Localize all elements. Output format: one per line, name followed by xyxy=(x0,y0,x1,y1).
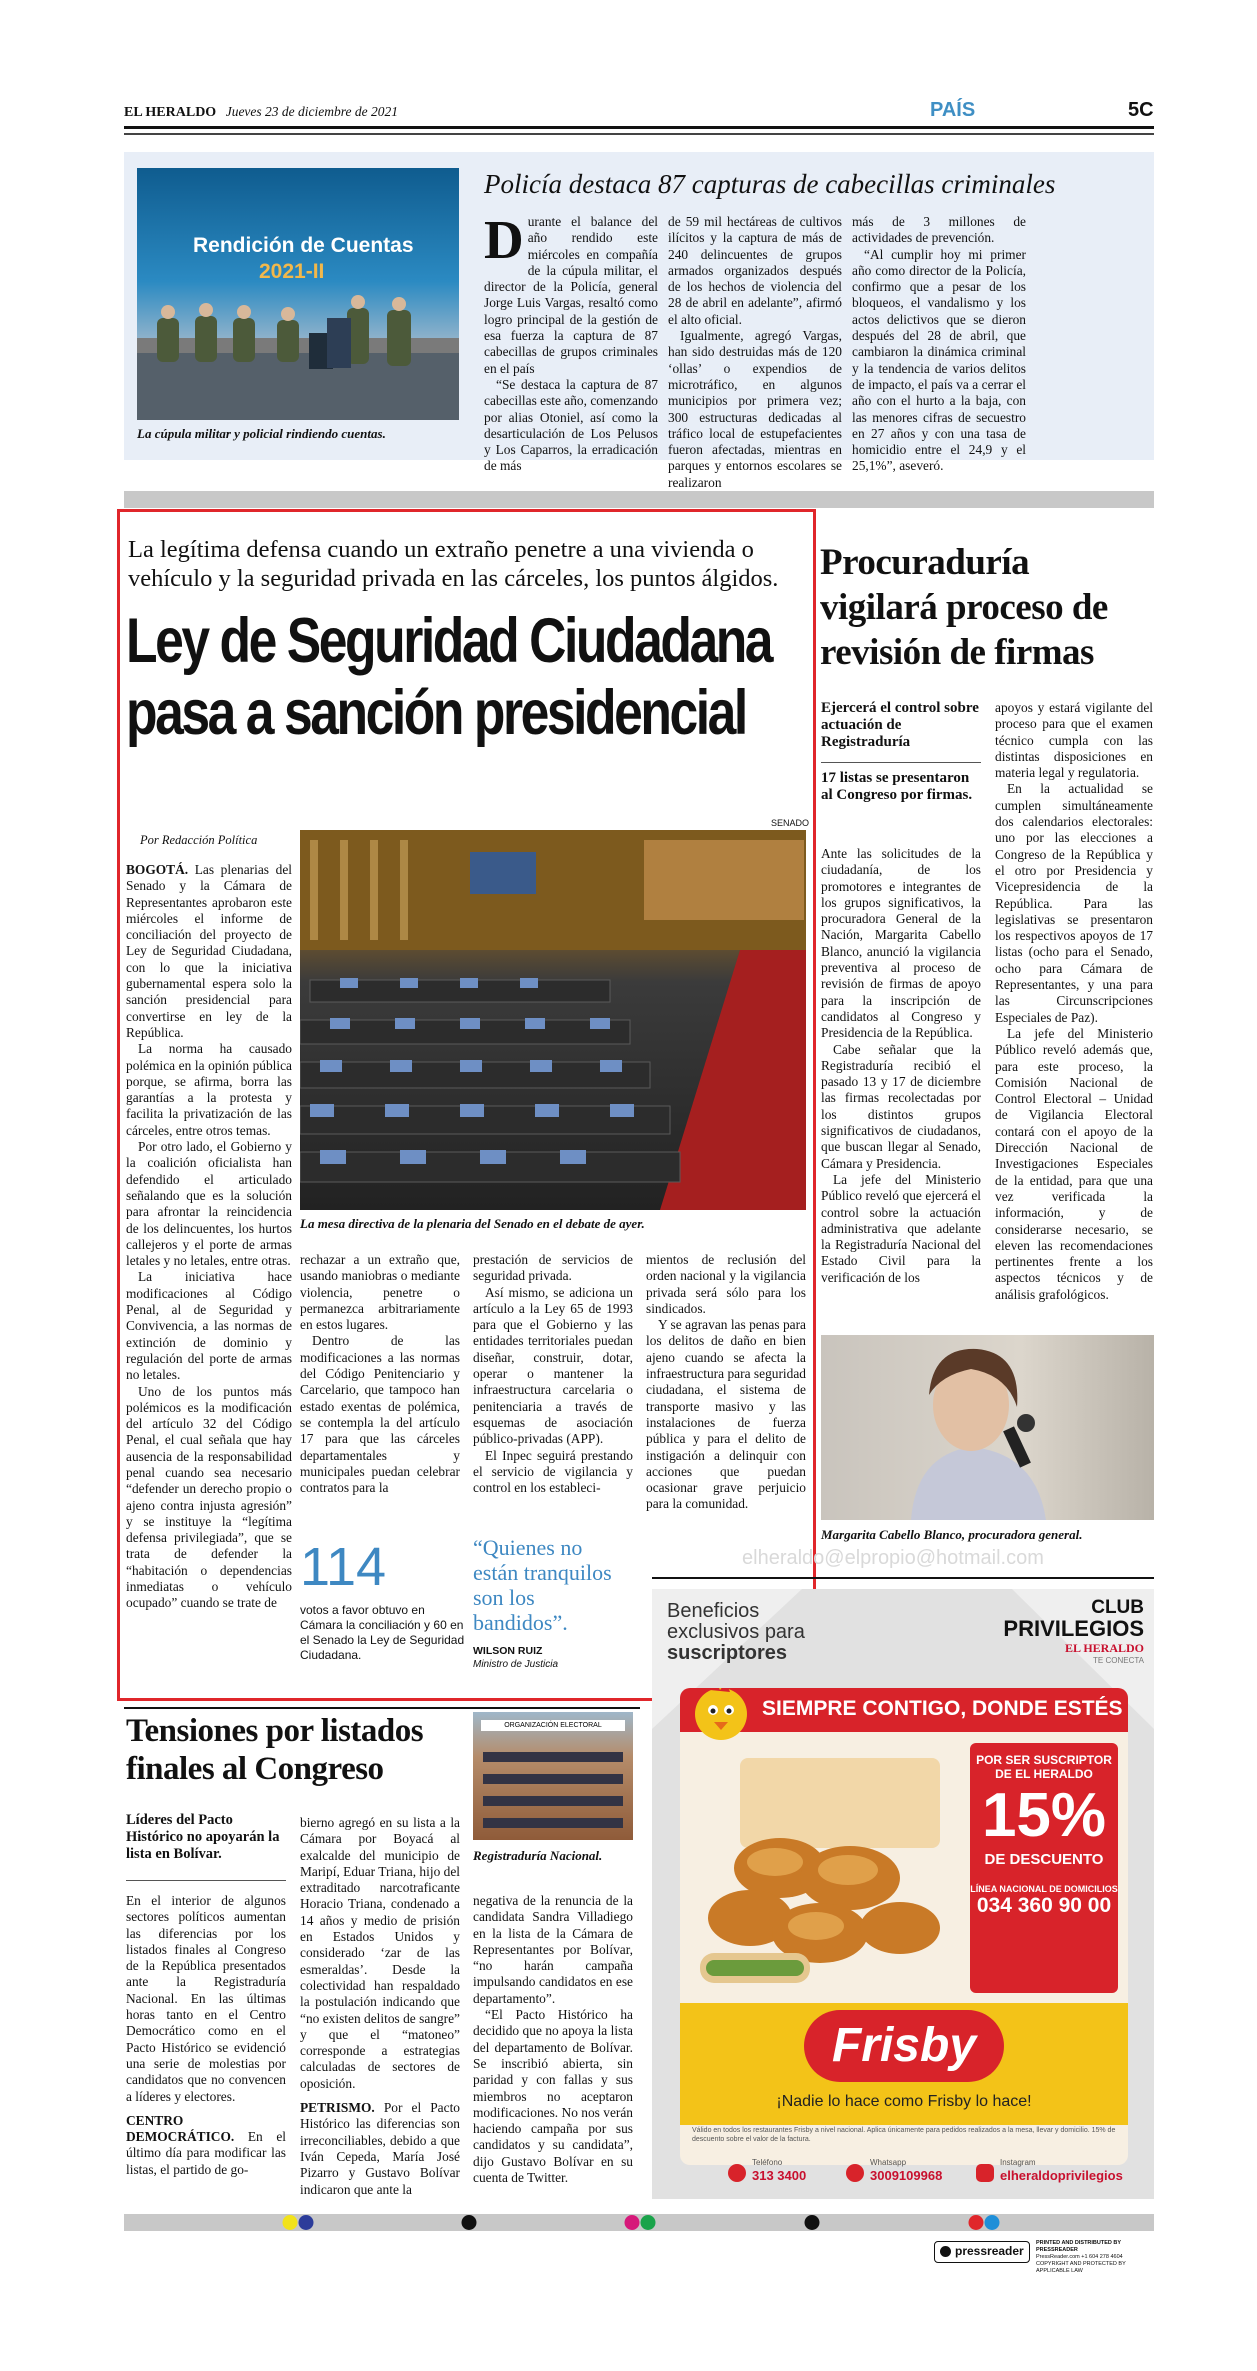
main-col2-p2: Dentro de las modificaciones a las normas del Código Penitenciario y Carcelario, que tampoco han estado exentas de polémica, se contempla la del artículo 17 para que las cárceles departamentales y municipales puedan celebrar contratos para la xyxy=(300,1333,460,1496)
quote-role: Ministro de Justicia xyxy=(473,1659,559,1670)
instagram-label: Instagram xyxy=(1000,2158,1036,2167)
issue-date: Jueves 23 de diciembre de 2021 xyxy=(225,104,399,119)
bottom-col3 xyxy=(473,1893,633,2186)
top-story-col1 xyxy=(484,209,658,475)
main-col3 xyxy=(473,1252,633,1496)
petrismo-lead: PETRISMO. xyxy=(300,2100,375,2116)
bottom-col3-p2: “El Pacto Histórico ha decidido que no apoya la lista del departamento de Bolívar. Se inscribió abierta, sin paridad y con fallas y sus miembros no aceptaron modificaciones. No nos verán haciendo campaña por sus candidatos y su candidata”, dijo Gustavo Bolívar en su cuenta de Twitter. xyxy=(473,2007,633,2186)
pressreader-line3: COPYRIGHT AND PROTECTED BY APPLICABLE LAW xyxy=(1036,2261,1126,2274)
frisby-logo: Frisby xyxy=(804,2010,1004,2082)
side-sub2: 17 listas se presentaron al Congreso por firmas. xyxy=(821,770,973,803)
senate-chamber xyxy=(300,830,806,1210)
ad-fineprint: Válido en todos los restaurantes Frisby a nivel nacional. Aplica únicamente para pedidos realizados a la mesa, llevar y domicilio. 15% de descuento sobre el valor de la factura. xyxy=(692,2127,1116,2143)
promo-line2: DE EL HERALDO xyxy=(995,1767,1093,1781)
drop-cap: D xyxy=(484,209,524,270)
ad-contacts xyxy=(728,2158,1148,2190)
frisby-mascot-icon xyxy=(686,1688,756,1742)
section-name: PAÍS xyxy=(930,99,976,121)
side-col2-p1: apoyos y estará vigilante del proceso para que el examen técnico cumpla con las distintas disposiciones en materia legal y regulatoria. xyxy=(995,700,1153,781)
top-story-col3 xyxy=(852,214,1026,475)
phone-label: LÍNEA NACIONAL DE DOMICILIOS xyxy=(970,1884,1118,1894)
ad-rule xyxy=(652,1577,1154,1579)
side-headline: Procuraduría vigilará proceso de revisión de firmas xyxy=(820,542,1108,673)
main-kicker: La legítima defensa cuando un extraño penetre a una vivienda o vehículo y la seguridad privada en las cárceles, los puntos álgidos. xyxy=(128,536,779,592)
ad-tagline-line2: exclusivos para xyxy=(667,1621,805,1643)
main-col2-p1: rechazar a un extraño que, usando maniobras o mediante violencia, penetre o permanezca arbitrariamente en estos lugares. xyxy=(300,1252,460,1333)
pressreader-logo xyxy=(934,2241,1030,2263)
bottom-col2 xyxy=(300,1815,460,2198)
bottom-col3-p1: negativa de la renuncia de la candidata Sandra Villadiego en la lista de la Cámara de Representantes por Bolívar, “no harán campaña impulsando candidatos en ese departamento”. xyxy=(473,1893,633,2006)
whatsapp-label: Whatsapp xyxy=(870,2158,907,2167)
rendicion-photo xyxy=(137,168,459,420)
side-sub-rule xyxy=(821,762,981,763)
promo-line1: POR SER SUSCRIPTOR xyxy=(976,1753,1112,1767)
banner-line2: 2021-II xyxy=(259,260,325,283)
side-col2-p2: En la actualidad se cumplen simultáneamente dos calendarios electorales: uno por las elecciones a Congreso de la República y el otro por Presidencia y Vicepresidencia de la República. Para las legislativas se presentaron los respectivos apoyos de 17 listas (ocho para el Senado, ocho para Cámara de Representantes, y una para las Circunscripciones Especiales de Paz). xyxy=(995,781,1153,1025)
votes-number: 114 xyxy=(300,1537,387,1597)
masthead xyxy=(124,104,398,121)
senate-photo xyxy=(300,830,806,1210)
top-photo-caption: La cúpula militar y policial rindiendo cuentas. xyxy=(137,426,386,441)
main-col1-p1: Las plenarias del Senado y la Cámara de Representantes aprobaron este miércoles el informe de conciliación del proyecto de Ley de Seguridad Ciudadana, con lo que la iniciativa gubernamental espera solo la sanción presidencial para convertirse en ley de la República. xyxy=(126,862,292,1040)
main-headline-line2: pasa a sanción presidencial xyxy=(126,678,746,748)
votes-text: votos a favor obtuvo en Cámara la conciliación y 60 en el Senado la Ley de Seguridad Ciudadana. xyxy=(300,1603,465,1662)
bottom-headline: Tensiones por listados finales al Congreso xyxy=(126,1713,424,1787)
top-story-col2 xyxy=(668,214,842,491)
club-word: CLUB xyxy=(1091,1597,1144,1618)
phone-contact-icon xyxy=(728,2164,746,2182)
bottom-sub: Líderes del Pacto Histórico no apoyarán la lista en Bolívar. xyxy=(126,1812,280,1862)
top-col3-p2: “Al cumplir hoy mi primer año como director de la Policía, confirmo que a pesar de los bloqueos, el vandalismo y los actos delictivos que se dieron después del 28 de abril, que cambiaron la dinámica criminal y la tendencia de varios delitos de impacto, el país va a cerrar el año con el hurto a la baja, con las menores cifras de secuestro en 27 años y con una tasa de homicidio entre el 24,9 y el 25,1%”, aseveró. xyxy=(852,246,1026,474)
privilegios-word: PRIVILEGIOS xyxy=(1003,1616,1144,1641)
masthead-name: EL HERALDO xyxy=(124,105,217,120)
procuradora-figure xyxy=(821,1335,1154,1520)
registraduria-building xyxy=(473,1712,633,1840)
section-separator xyxy=(124,491,1154,508)
side-col2 xyxy=(995,700,1153,1303)
main-col1-p3: Por otro lado, el Gobierno y la coalición oficialista han defendido el articulado señalando que es la solución para afrontar la reincidencia de los delincuentes, los hurtos callejeros y el porte de armas letales y no letales, entre otras. xyxy=(126,1139,292,1269)
header-rule xyxy=(124,126,1154,129)
main-col3-p3: El Inpec seguirá prestando el servicio de vigilancia y control en los estableci- xyxy=(473,1447,633,1496)
main-col3-p2: Así mismo, se adiciona un artículo a la Ley 65 de 1993 para que el Gobierno y las entidades territoriales puedan diseñar, construir, dotar, operar o mantener la infraestructura carcelaria o penitenciaria a través de esquemas de asociación público-privadas (APP). xyxy=(473,1284,633,1447)
el-heraldo-word: EL HERALDO xyxy=(1064,1641,1144,1655)
page-number: 5C xyxy=(1128,99,1154,121)
ad-tagline xyxy=(667,1601,805,1664)
bottom-col2-p1: bierno agregó en su lista a la Cámara por Boyacá al exalcalde del municipio de Maripí, Eduar Triana, hijo del extraditado narcotraficante Horacio Triana, condenado a 14 años y medio de prisión en Estados Unidos y considerado ‘zar de las esmeraldas’. Desde la colectividad han respaldado la postulación indicando que “no existen delitos de sangre” y que el “matoneo” corresponde a estrategias calculadas de sectores de oposición. xyxy=(300,1815,460,2091)
whatsapp-contact: 3009109968 xyxy=(870,2168,943,2183)
phone-contact: 313 3400 xyxy=(752,2168,807,2183)
top-col3-p1: más de 3 millones de actividades de prevención. xyxy=(852,214,1026,246)
phone-number: 034 360 90 00 xyxy=(976,1894,1112,1917)
pressreader-icon xyxy=(940,2246,951,2257)
pressreader-line1: PRINTED AND DISTRIBUTED BY PRESSREADER xyxy=(1036,2240,1121,2253)
side-col1-p3: La jefe del Ministerio Público reveló que ejercerá el control sobre la actuación administrativa que adelante la Registraduría Nacional del Estado Civil para la verificación de los xyxy=(821,1171,981,1285)
bottom-col1 xyxy=(126,1893,286,2178)
header-rule-thin xyxy=(124,133,1154,135)
procuradora-photo xyxy=(821,1335,1154,1520)
bottom-rule xyxy=(124,1707,640,1709)
frisby-slogan: ¡Nadie lo hace como Frisby lo hace! xyxy=(776,2093,1032,2110)
quote-author: WILSON RUIZ xyxy=(473,1645,543,1657)
bottom-col1-p1: En el interior de algunos sectores políticos aumentan las diferencias por los listados finales al Congreso de la República presentados ante la Registraduría Nacional. En las últimas horas tanto en el Centro Democrático como en el Pacto Histórico se evidenció una serie de molestias por candidatos que no convencen a líderes y electores. xyxy=(126,1893,286,2104)
frisby-banner-text: SIEMPRE CONTIGO, DONDE ESTÉS xyxy=(762,1697,1123,1720)
banner-line1: Rendición de Cuentas xyxy=(193,234,414,257)
main-col1 xyxy=(126,862,292,1612)
registraduria-caption: Registraduría Nacional. xyxy=(473,1848,603,1863)
fried-chicken-image xyxy=(680,1738,960,1998)
frisby-ad xyxy=(680,1688,1128,2165)
bottom-sub-rule xyxy=(126,1880,286,1881)
main-headline-line1: Ley de Seguridad Ciudadana xyxy=(126,606,772,676)
ad-tagline-line3: suscriptores xyxy=(667,1642,788,1664)
registraduria-photo xyxy=(473,1712,633,1840)
top-col2-p1: de 59 mil hectáreas de cultivos ilícitos y la captura de más de 240 delincuentes de grupos armados organizados después de los hechos de violencia del 28 de abril en adelante”, afirmó el alto oficial. xyxy=(668,214,842,327)
percent-value: 15% xyxy=(981,1781,1107,1850)
instagram-contact: elheraldoprivilegios xyxy=(1000,2168,1123,2183)
pull-quote: “Quienes no están tranquilos son los bandidos”. xyxy=(473,1535,612,1635)
te-conecta-word: TE CONECTA xyxy=(1093,1656,1144,1665)
bottom-col2-p2: Por el Pacto Histórico las diferencias son irreconciliables, debido a que Iván Cepeda, María José Pizarro y Gustavo Bolívar indicaron que ante la xyxy=(300,2100,460,2197)
pressreader-name: pressreader xyxy=(955,2244,1024,2258)
top-story-headline: Policía destaca 87 capturas de cabecillas criminales xyxy=(484,169,1056,199)
dateline: BOGOTÁ. xyxy=(126,862,189,877)
stage-figures xyxy=(137,168,459,420)
side-col2-p3: La jefe del Ministerio Público reveló además que, para este proceso, la Comisión Nacional de Control Electoral – Unidad de Vigilancia Electoral contará con el apoyo de la Dirección Nacional de Investigaciones Especiales de la entidad, para que una vez verificada la información, y de considerarse necesario, se eleven las recomendaciones pertinentes frente a los aspectos técnicos y de análisis grafológicos. xyxy=(995,1025,1153,1302)
promo-text xyxy=(970,1753,1118,1918)
main-byline xyxy=(140,833,257,848)
top-col1-p1: urante el balance del año rendido este miércoles en compañía de la cúpula militar, el director de la Policía, general Jorge Luis Vargas, resaltó como logro principal de la gestión de esa fuerza la captura de 87 cabecillas de grupos criminales en el país xyxy=(484,214,658,376)
main-col1-p5: Uno de los puntos más polémicos es la modificación del artículo 32 del Código Penal, el cual señala que hay ausencia de la responsabilidad penal cuando sea necesario “defender un derecho propio o ajeno contra injusta agresión” y se instituye la “legítima defensa privilegiada”, que se trata de defender la “habitación o dependencias inmediatas o vehículo ocupado” cuando se trate de xyxy=(126,1383,292,1611)
main-col1-p2: La norma ha causado polémica en la opinión pública porque, se afirma, borra las garantías a la protesta y facilita la privatización de las cárceles, entre otros temas. xyxy=(126,1041,292,1138)
instagram-icon xyxy=(976,2164,994,2182)
pressreader-line2: PressReader.com +1 604 278 4604 xyxy=(1036,2254,1123,2260)
cd-lead: CENTRO DEMOCRÁTICO. xyxy=(126,2112,235,2145)
main-col1-p4: La iniciativa hace modificaciones al Código Penal, al de Seguridad y Convivencia, a las normas de extinción de dominio y regulación del porte de armas no letales. xyxy=(126,1269,292,1383)
club-privilegios-logo xyxy=(960,1598,1144,1665)
main-col4 xyxy=(646,1252,806,1513)
whatsapp-icon xyxy=(846,2164,864,2182)
phone-contact-label: Teléfono xyxy=(752,2158,783,2167)
ad-tagline-line1: Beneficios xyxy=(667,1600,760,1622)
main-col2 xyxy=(300,1252,460,1496)
discount-label: DE DESCUENTO xyxy=(984,1851,1104,1868)
pressreader-notice xyxy=(1036,2240,1154,2275)
side-col1 xyxy=(821,846,981,1286)
side-col1-p1: Ante las solicitudes de la ciudadanía, de los promotores e integrantes de los grupos significativos, la procuradora General de la Nación, Margarita Cabello Blanco, anunció la vigilancia preventiva al proceso de revisión de firmas de apoyo para la inscripción de candidatos al Congreso y Presidencia de la República. xyxy=(821,846,981,1041)
side-sub1: Ejercerá el control sobre actuación de Registraduría xyxy=(821,700,979,750)
main-col3-p1: prestación de servicios de seguridad privada. xyxy=(473,1252,633,1284)
senado-credit: SENADO xyxy=(771,818,810,828)
main-col4-p2: Y se agravan las penas para los delitos de daño en bien ajeno cuando se afecta la infraestructura para seguridad ciudadana, el sistema de transporte masivo y las instalaciones de fuerza pública y para el delito de instigación a delinquir con acciones que puedan ocasionar grave perjuicio para la comunidad. xyxy=(646,1317,806,1512)
email-watermark: elheraldo@elpropio@hotmail.com xyxy=(742,1547,1044,1569)
registration-dots xyxy=(124,2214,1154,2231)
bottom-col1-p2: En el último día para modificar las listas, el partido de go- xyxy=(126,2129,286,2177)
top-col1-p2: “Se destaca la captura de 87 cabecillas este año, comenzando por alias Otoniel, así como la desarticulación de Los Pelusos y Los Caparros, la erradicación de más xyxy=(484,376,658,474)
senate-photo-caption: La mesa directiva de la plenaria del Senado en el debate de ayer. xyxy=(300,1216,645,1231)
top-col2-p2: Igualmente, agregó Vargas, han sido destruidas más de 120 ‘ollas’ o expendios de microtráfico, en algunos municipios por primera vez; 300 estructuras dedicadas al tráfico local de estupefacientes fueron afectadas, mientras en parques y entornos escolares se realizaron xyxy=(668,328,842,490)
main-col4-p1: mientos de reclusión del orden nacional y la vigilancia privada será sólo para los sindicados. xyxy=(646,1252,806,1316)
byline-text: Por Redacción Política xyxy=(140,833,258,847)
side-col1-p2: Cabe señalar que la Registraduría recibió el pasado 13 y 17 de diciembre las firmas recolectadas por los distintos grupos significativos de ciudadanos, que buscan llegar al Senado, Cámara y Presidencia. xyxy=(821,1041,981,1171)
procuradora-caption: Margarita Cabello Blanco, procuradora general. xyxy=(821,1527,1083,1542)
registraduria-sign: ORGANIZACIÓN ELECTORAL xyxy=(481,1720,625,1731)
